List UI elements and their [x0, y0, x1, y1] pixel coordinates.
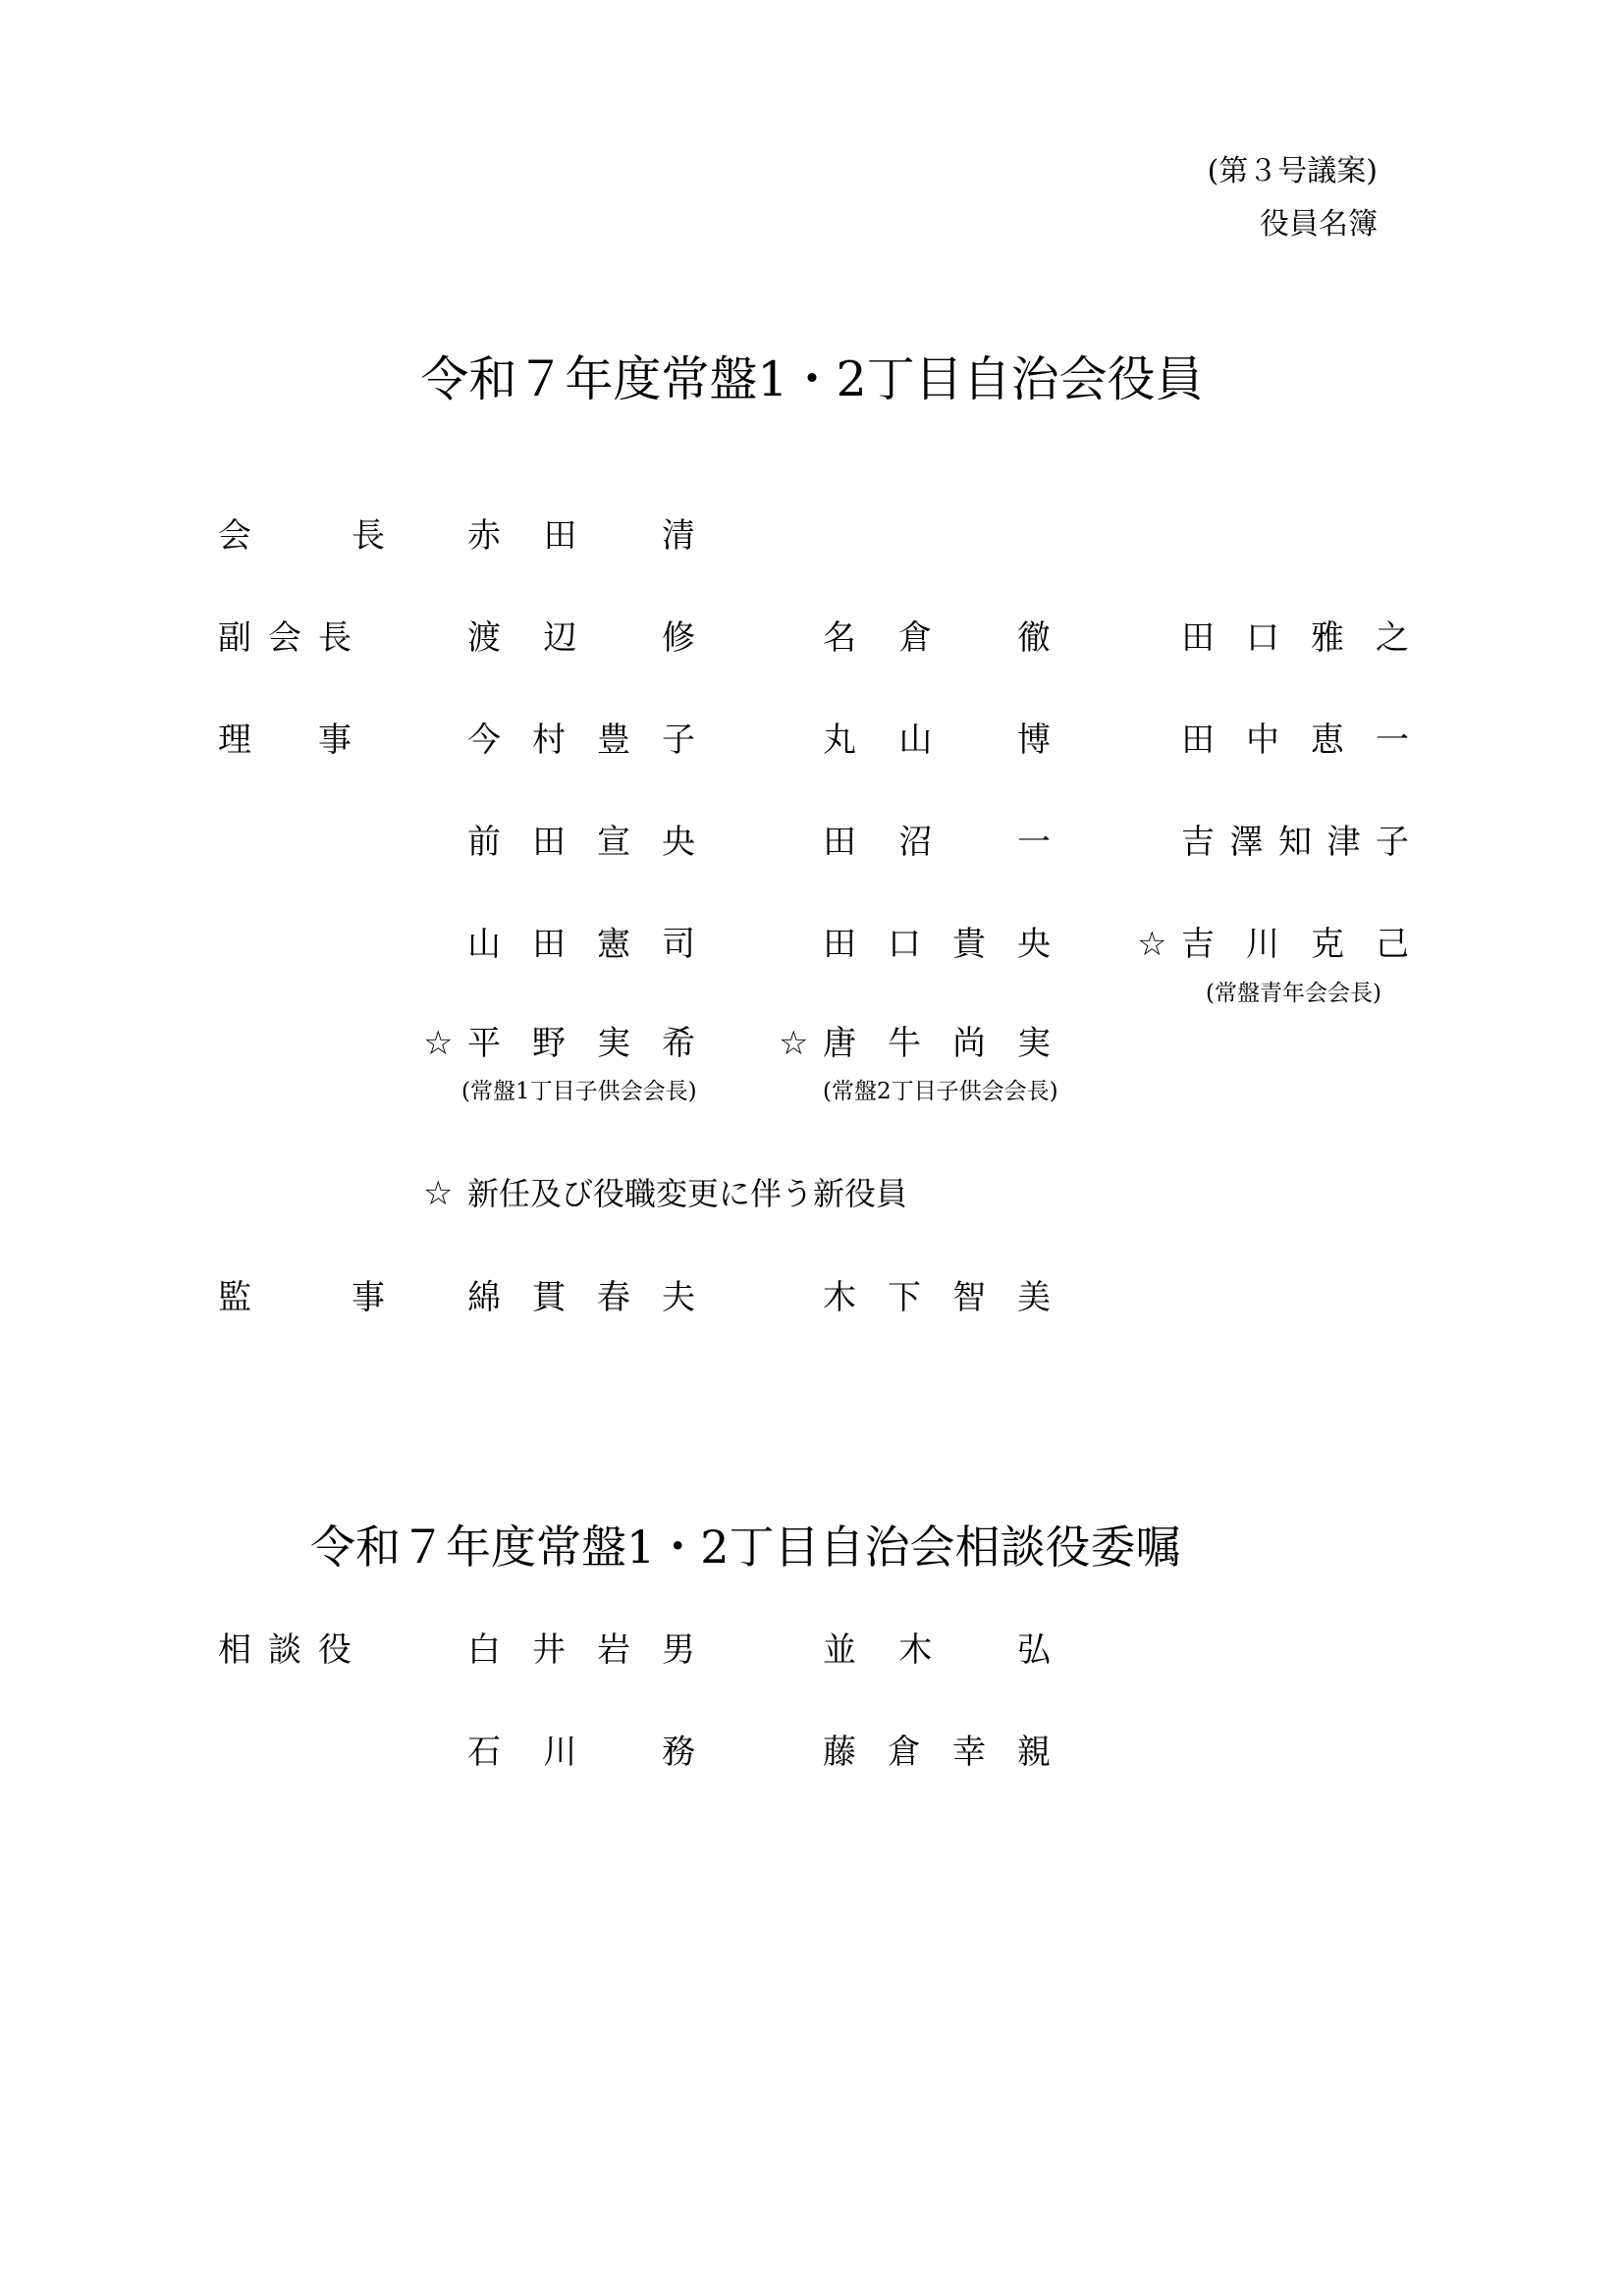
new-officer-star-icon: ☆	[1137, 925, 1167, 964]
name-char: 貫	[532, 1278, 566, 1317]
name-char: 藤	[823, 1733, 856, 1772]
name-char: 吉	[1181, 823, 1215, 862]
name-char: 豊	[597, 721, 630, 760]
officer-name-riji-5	[823, 823, 1051, 862]
advisor-name-2	[823, 1630, 1051, 1670]
officer-name-riji-2	[823, 721, 1051, 760]
document-label: 役員名簿	[1260, 207, 1378, 241]
role-char: 談	[268, 1630, 301, 1670]
name-char: 美	[1017, 1278, 1051, 1317]
name-char: 木	[823, 1278, 856, 1317]
name-char: 山	[467, 925, 501, 964]
name-char: 春	[597, 1278, 630, 1317]
officer-name-fukukaicho-3	[1181, 618, 1409, 658]
name-char: 唐	[823, 1024, 856, 1063]
page-title: 令和７年度常盤1・2丁目自治会役員	[420, 351, 1204, 407]
name-char: 田	[1181, 721, 1215, 760]
name-char: 憲	[597, 925, 630, 964]
name-char: 務	[661, 1733, 695, 1772]
role-label-soudanyaku	[218, 1630, 352, 1670]
role-label-kaicho	[218, 516, 385, 556]
name-char: 赤	[467, 516, 501, 556]
name-char: 宣	[597, 823, 630, 862]
name-char: 下	[888, 1278, 921, 1317]
officer-name-riji-1	[467, 721, 695, 760]
name-char: 子	[662, 721, 695, 760]
name-char: 澤	[1229, 823, 1264, 862]
name-char: 白	[467, 1630, 501, 1670]
name-char: 尚	[952, 1024, 986, 1063]
name-char: 平	[467, 1024, 501, 1063]
name-char: 口	[888, 925, 921, 964]
name-char: 田	[823, 925, 856, 964]
name-char: 川	[543, 1733, 577, 1772]
officer-note-seinenkai: (常盤青年会会長)	[1206, 981, 1381, 1006]
officer-name-fukukaicho-2	[823, 618, 1051, 658]
new-officer-star-icon: ☆	[423, 1024, 454, 1063]
name-char: 吉	[1181, 925, 1215, 964]
role-char: 相	[218, 1630, 251, 1670]
name-char: 雅	[1311, 618, 1344, 658]
name-char: 村	[532, 721, 566, 760]
name-char: 一	[1376, 721, 1409, 760]
name-char: 貴	[952, 925, 986, 964]
name-char: 一	[1016, 823, 1051, 862]
role-char: 長	[318, 618, 352, 658]
officer-note-kodomokai-1: (常盤1丁目子供会会長)	[461, 1079, 697, 1104]
name-char: 修	[661, 618, 695, 658]
name-char: 清	[661, 516, 695, 556]
advisor-name-1	[467, 1630, 695, 1670]
role-char: 会	[218, 516, 251, 556]
name-char: 智	[952, 1278, 986, 1317]
name-char: 田	[532, 823, 566, 862]
officer-name-riji-4	[467, 823, 695, 862]
name-char: 並	[823, 1630, 856, 1670]
officer-name-riji-8	[823, 925, 1051, 964]
advisors-title: 令和７年度常盤1・2丁目自治会相談役委嘱	[310, 1521, 1181, 1574]
name-char: 川	[1246, 925, 1279, 964]
role-char: 監	[218, 1278, 251, 1317]
name-char: 実	[1017, 1024, 1051, 1063]
officer-name-kanji-2	[823, 1278, 1051, 1317]
officer-name-kaicho	[467, 516, 695, 556]
role-label-kanji	[218, 1278, 385, 1317]
advisor-name-4	[823, 1733, 1051, 1772]
officer-name-kanji-1	[467, 1278, 695, 1317]
name-char: 名	[823, 618, 856, 658]
role-label-riji	[218, 721, 352, 760]
agenda-number: (第３号議案)	[1207, 154, 1378, 188]
name-char: 倉	[898, 618, 933, 658]
name-char: 倉	[888, 1733, 921, 1772]
name-char: 徹	[1016, 618, 1051, 658]
role-char: 会	[268, 618, 301, 658]
name-char: 沼	[898, 823, 933, 862]
name-char: 司	[662, 925, 695, 964]
officer-name-riji-3	[1181, 721, 1409, 760]
name-char: 綿	[467, 1278, 501, 1317]
name-char: 山	[898, 721, 933, 760]
name-char: 央	[1017, 925, 1051, 964]
name-char: 知	[1278, 823, 1312, 862]
name-char: 央	[662, 823, 695, 862]
name-char: 辺	[543, 618, 577, 658]
name-char: 牛	[888, 1024, 921, 1063]
name-char: 田	[1181, 618, 1215, 658]
role-char: 理	[218, 721, 251, 760]
officer-name-riji-9	[1181, 925, 1409, 964]
role-char: 役	[318, 1630, 352, 1670]
role-char: 長	[352, 516, 385, 556]
name-char: 井	[532, 1630, 566, 1670]
officer-name-fukukaicho-1	[467, 618, 695, 658]
name-char: 田	[543, 516, 577, 556]
name-char: 恵	[1311, 721, 1344, 760]
officer-name-riji-6	[1181, 823, 1409, 862]
name-char: 津	[1326, 823, 1361, 862]
role-char: 事	[318, 721, 352, 760]
name-char: 弘	[1016, 1630, 1051, 1670]
role-char: 事	[352, 1278, 385, 1317]
name-char: 石	[467, 1733, 501, 1772]
new-officer-footnote: 新任及び役職変更に伴う新役員	[467, 1175, 908, 1212]
name-char: 木	[898, 1630, 933, 1670]
name-char: 実	[597, 1024, 630, 1063]
name-char: 己	[1376, 925, 1409, 964]
name-char: 岩	[597, 1630, 630, 1670]
name-char: 口	[1246, 618, 1279, 658]
name-char: 野	[532, 1024, 566, 1063]
name-char: 今	[467, 721, 501, 760]
name-char: 中	[1246, 721, 1279, 760]
name-char: 前	[467, 823, 501, 862]
officer-name-riji-11	[823, 1024, 1051, 1063]
name-char: 之	[1376, 618, 1409, 658]
footnote-star-icon: ☆	[423, 1174, 454, 1213]
name-char: 博	[1016, 721, 1051, 760]
name-char: 幸	[952, 1733, 986, 1772]
name-char: 子	[1376, 823, 1409, 862]
role-label-fukukaicho	[218, 618, 352, 658]
name-char: 田	[823, 823, 856, 862]
new-officer-star-icon: ☆	[779, 1024, 809, 1063]
name-char: 丸	[823, 721, 856, 760]
officer-name-riji-7	[467, 925, 695, 964]
name-char: 親	[1017, 1733, 1051, 1772]
name-char: 渡	[467, 618, 501, 658]
officer-note-kodomokai-2: (常盤2丁目子供会会長)	[823, 1079, 1058, 1104]
name-char: 田	[532, 925, 566, 964]
role-char: 副	[218, 618, 251, 658]
name-char: 克	[1311, 925, 1344, 964]
officer-name-riji-10	[467, 1024, 695, 1063]
name-char: 夫	[662, 1278, 695, 1317]
name-char: 男	[662, 1630, 695, 1670]
advisor-name-3	[467, 1733, 695, 1772]
name-char: 希	[662, 1024, 695, 1063]
